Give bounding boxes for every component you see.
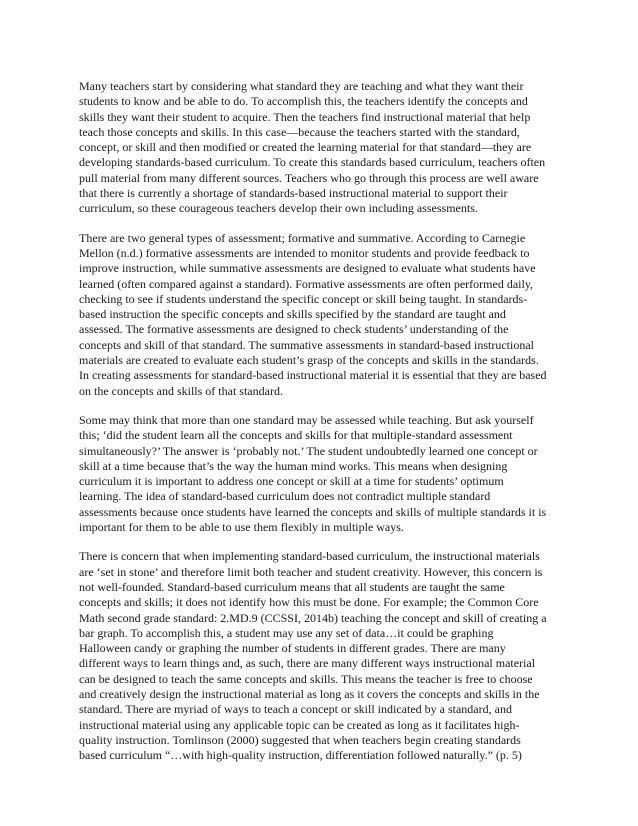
text-line: In creating assessments for standard-based instructional material it is essential that they are based	[79, 368, 547, 383]
text-line: concept, or skill and then modified or created the learning material for that standard—they are	[79, 140, 532, 155]
text-line: this; ‘did the student learn all the concepts and skills for that multiple-standard assessment	[79, 428, 513, 443]
text-line: improve instruction, while summative assessments are designed to evaluate what students have	[79, 261, 536, 276]
paragraph-4	[79, 549, 563, 763]
text-line: skill at a time because that’s the way the human mind works. This means when designing	[79, 458, 508, 473]
text-line: curriculum, so these courageous teachers develop their own including assessments.	[79, 201, 478, 216]
text-line: checking to see if students understand the specific concept or skill being taught. In standards-	[79, 291, 528, 306]
text-line: based curriculum “…with high-quality instruction, differentiation followed naturally.” (p. 5)	[79, 748, 522, 763]
text-line: instructional material using any applicable topic can be created as long as it facilitates high-	[79, 717, 520, 732]
text-line: bar graph. To accomplish this, a student may use any set of data…it could be graphing	[79, 625, 494, 640]
text-line: quality instruction. Tomlinson (2000) suggested that when teachers begin creating standards	[79, 732, 521, 747]
text-line: based instruction the specific concepts and skills specified by the standard are taught and	[79, 307, 506, 322]
text-line: developing standards-based curriculum. To create this standards based curriculum, teachers often	[79, 155, 546, 170]
text-line: students to know and be able to do. To accomplish this, the teachers identify the concepts and	[79, 94, 528, 109]
text-line: Math second grade standard: 2.MD.9 (CCSSI, 2014b) teaching the concept and skill of creating a	[79, 610, 547, 625]
text-line: can be designed to teach the same concepts and skills. This means the teacher is free to choose	[79, 671, 533, 686]
text-line: on the concepts and skills of that standard.	[79, 383, 283, 398]
text-line: learned (often compared against a standard). Formative assessments are often performed daily,	[79, 276, 534, 291]
text-line: curriculum it is important to address one concept or skill at a time for students’ optimum	[79, 474, 504, 489]
document-body	[79, 79, 563, 777]
paragraph-2	[79, 231, 563, 399]
text-line: different ways to learn things and, as such, there are many different ways instructional material	[79, 656, 536, 671]
paragraph-1	[79, 79, 563, 217]
text-line: Halloween candy or graphing the number of students in different grades. There are many	[79, 641, 506, 656]
text-line: There are two general types of assessment; formative and summative. According to Carnegie	[79, 230, 526, 245]
text-line: There is concern that when implementing standard-based curriculum, the instructional materials	[79, 549, 540, 564]
text-line: learning. The idea of standard-based curriculum does not contradict multiple standard	[79, 489, 491, 504]
text-line: not well-founded. Standard-based curriculum means that all students are taught the same	[79, 579, 505, 594]
text-line: Many teachers start by considering what standard they are teaching and what they want their	[79, 79, 524, 93]
text-line: teach those concepts and skills. In this case—because the teachers started with the standard,	[79, 124, 520, 139]
text-line: pull material from many different sources. Teachers who go through this process are well aware	[79, 170, 539, 185]
text-line: concepts and skills; it does not identify how this must be done. For example; the Common Core	[79, 595, 539, 610]
text-line: simultaneously?’ The answer is ‘probably not.’ The student undoubtedly learned one concept or	[79, 443, 538, 458]
text-line: assessments because once students have learned the concepts and skills of multiple standards it is	[79, 504, 547, 519]
text-line: are ‘set in stone’ and therefore limit both teacher and student creativity. However, this concern is	[79, 564, 543, 579]
text-line: concepts and skill of that standard. The summative assessments in standard-based instructional	[79, 337, 535, 352]
text-line: that there is currently a shortage of standards-based instructional material to support their	[79, 186, 508, 201]
paragraph-3	[79, 413, 563, 535]
text-line: materials are created to evaluate each student’s grasp of the concepts and skills in the standards.	[79, 353, 539, 368]
text-line: standard. There are myriad of ways to teach a concept or skill indicated by a standard, and	[79, 702, 512, 717]
text-line: and creatively design the instructional material as long as it covers the concepts and skills in the	[79, 686, 540, 701]
text-line: Mellon (n.d.) formative assessments are intended to monitor students and provide feedback to	[79, 245, 530, 260]
text-line: assessed. The formative assessments are designed to check students’ understanding of the	[79, 322, 509, 337]
text-line: skills they want their student to acquire. Then the teachers find instructional material that help	[79, 109, 531, 124]
text-line: Some may think that more than one standard may be assessed while teaching. But ask yourself	[79, 412, 534, 427]
text-line: important for them to be able to use them flexibly in multiple ways.	[79, 520, 404, 535]
